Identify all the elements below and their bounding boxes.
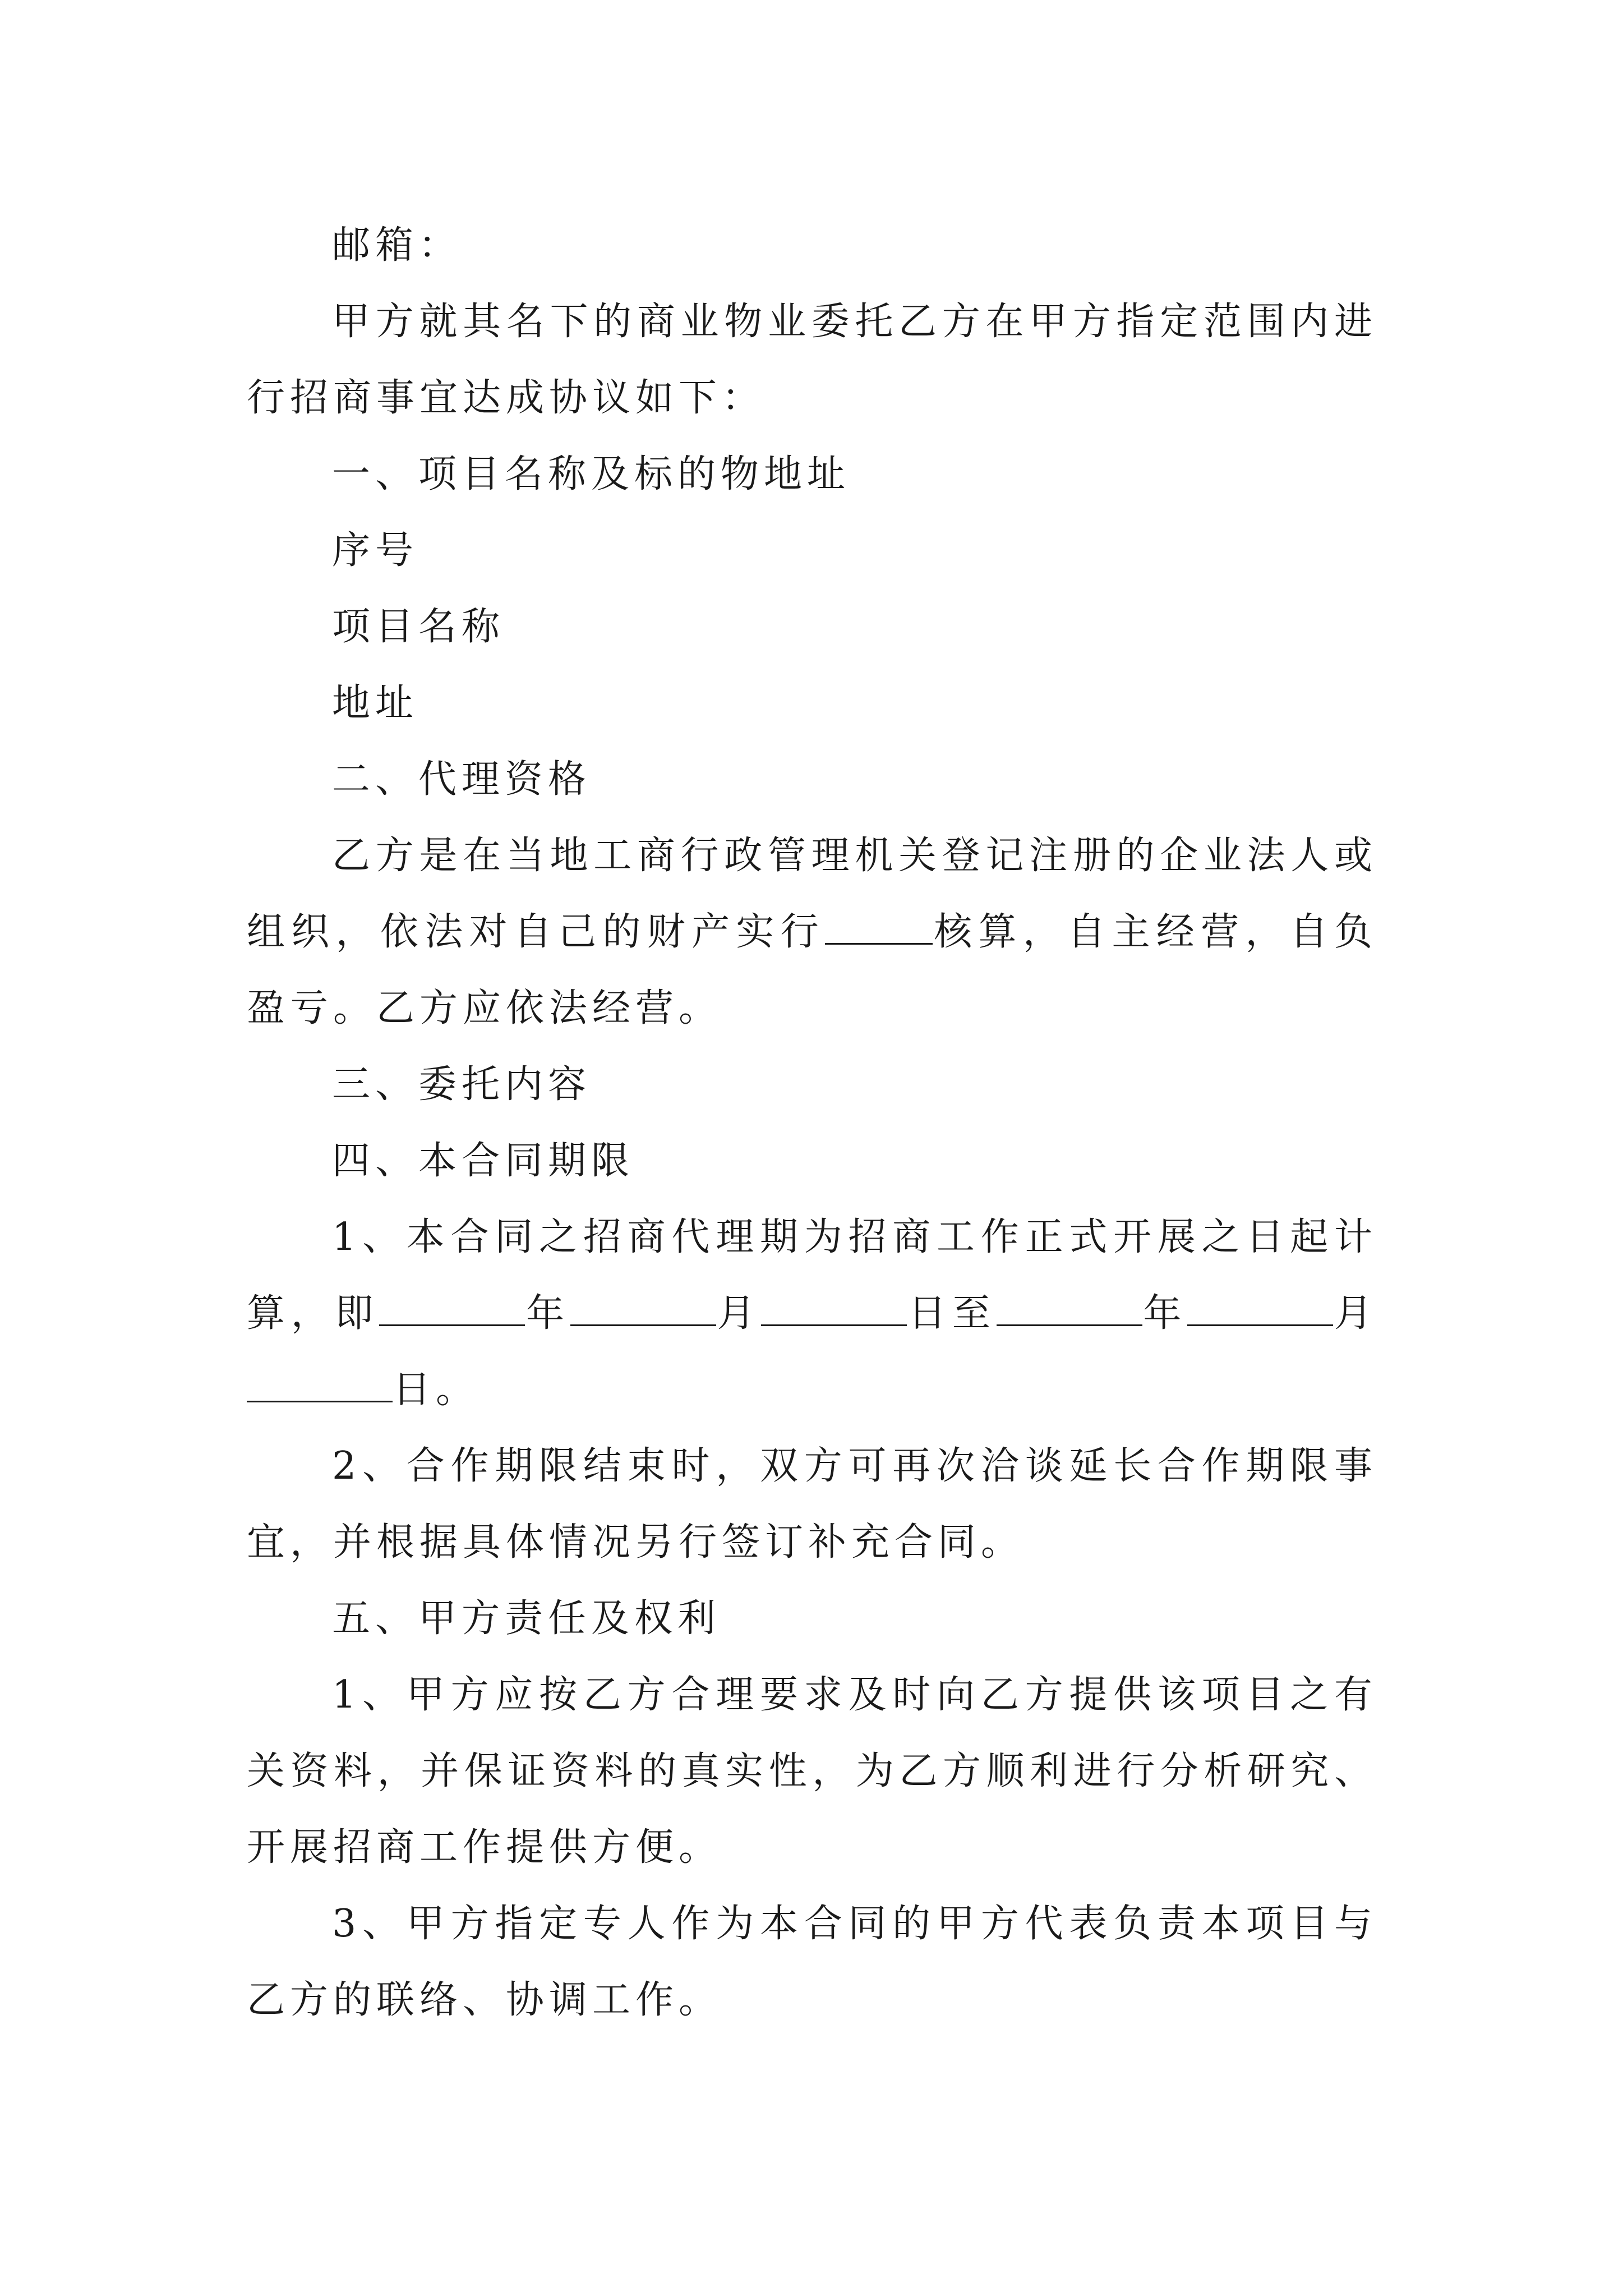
field-project-name-label: 项目名称 [332, 605, 505, 649]
qualification-text-part2: 核算，自主经营，自负盈亏。乙方应依法经营。 [247, 910, 1377, 1030]
term-clause-paragraph [247, 1199, 1377, 1428]
section-heading-term: 四、本合同期限 [332, 1139, 635, 1183]
start-day-blank [761, 1292, 907, 1326]
section-heading-project: 一、项目名称及标的物地址 [332, 452, 851, 496]
intro-paragraph: 甲方就其名下的商业物业委托乙方在甲方指定范围内进行招商事宜达成协议如下： [247, 300, 1377, 420]
start-year-label: 年 [525, 1291, 570, 1336]
start-month-blank [570, 1292, 716, 1326]
start-year-blank [379, 1292, 525, 1326]
qualification-text-part1: 乙方是在当地工商行政管理机关登记注册的企业法人或组织，依法对自己的财产实行 [247, 834, 1377, 954]
end-year-blank [997, 1292, 1142, 1326]
start-day-to-label: 日至 [907, 1291, 997, 1336]
end-year-label: 年 [1142, 1291, 1188, 1336]
term-extension-paragraph: 2、合作期限结束时，双方可再次洽谈延长合作期限事宜，并根据具体情况另行签订补充合同。 [247, 1444, 1377, 1565]
end-month-label: 月 [1333, 1291, 1377, 1336]
end-day-label: 日。 [393, 1368, 479, 1412]
section-heading-party-a: 五、甲方责任及权利 [332, 1596, 721, 1641]
start-month-label: 月 [716, 1291, 762, 1336]
qualification-paragraph [247, 818, 1377, 1047]
accounting-type-blank [825, 910, 933, 945]
email-label: 邮箱： [332, 223, 462, 268]
end-month-blank [1187, 1292, 1333, 1326]
document-body [247, 208, 1377, 2039]
party-a-clause-3: 3、甲方指定专人作为本合同的甲方代表负责本项目与乙方的联络、协调工作。 [247, 1902, 1377, 2022]
section-heading-qualification: 二、代理资格 [332, 757, 592, 802]
term-clause-prefix: 1、本合同之招商代理期为招商工作正式开展之日起计算，即 [247, 1215, 1377, 1336]
section-heading-scope: 三、委托内容 [332, 1062, 592, 1107]
field-serial-label: 序号 [332, 528, 419, 573]
party-a-clause-1: 1、甲方应按乙方合理要求及时向乙方提供该项目之有关资料，并保证资料的真实性，为乙方顺利进行分析研究、开展招商工作提供方便。 [247, 1673, 1377, 1870]
field-address-label: 地址 [332, 681, 419, 725]
end-day-blank [247, 1368, 393, 1402]
